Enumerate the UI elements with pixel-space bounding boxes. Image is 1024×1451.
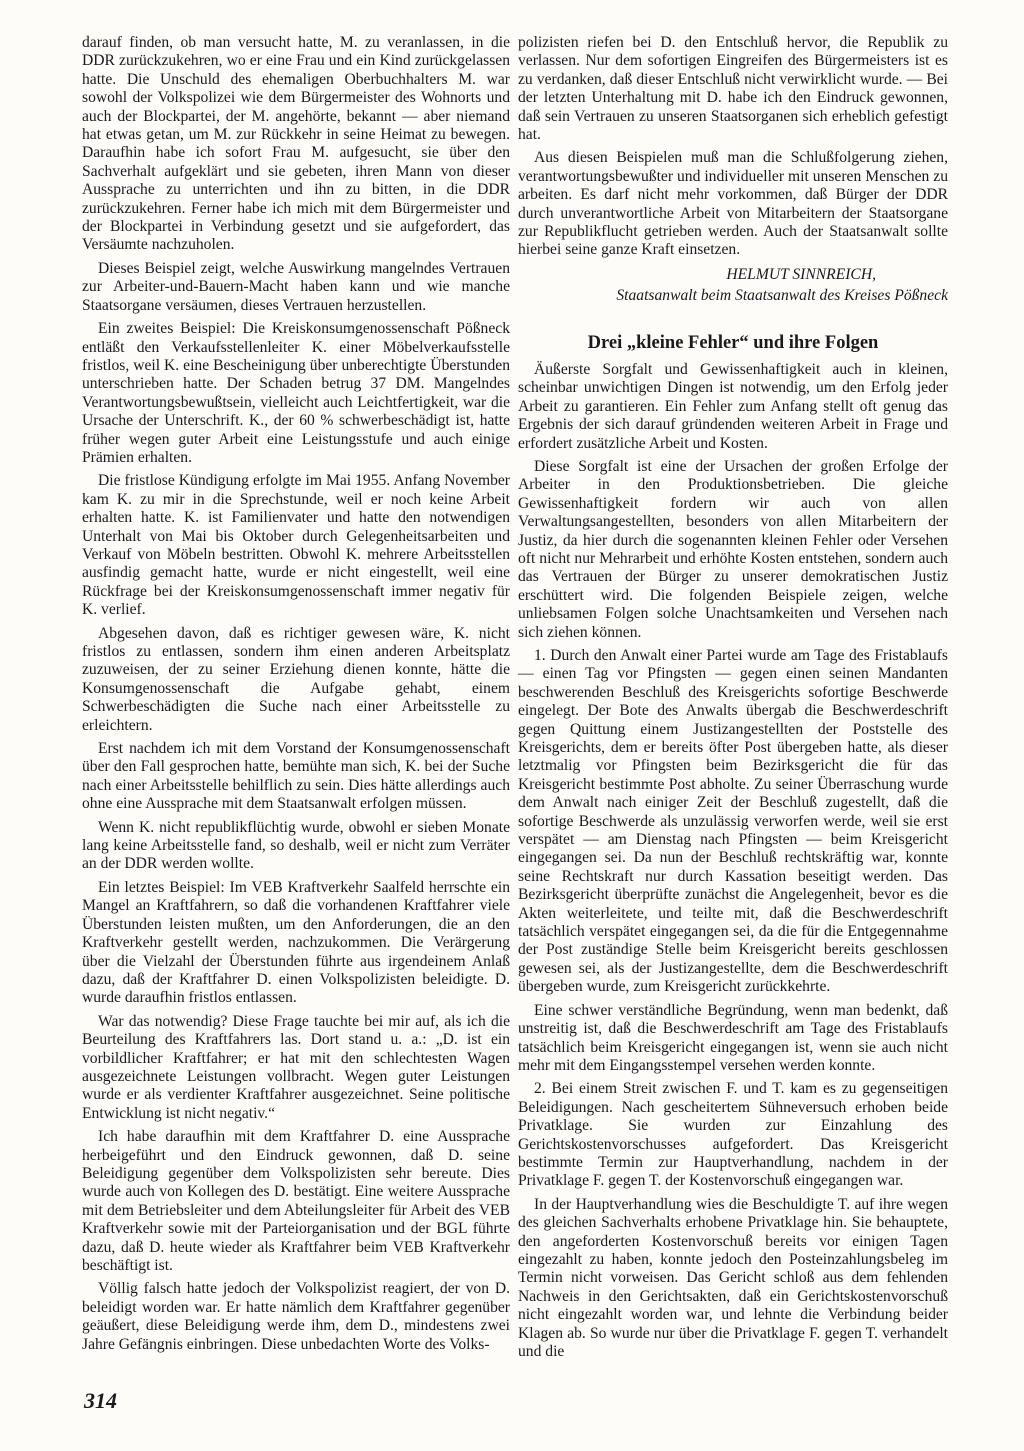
paragraph: Völlig falsch hatte jedoch der Volkspolizist reagiert, der von D. beleidigt worden war. Er hatte nämlich dem Kraftfahrer gegenüber geäußert, diese Beleidigung werde ihm, dem D., mindestens zwei Jahre Gefängnis einbringen. Diese unbedachten Worte des Volks- (82, 1280, 510, 1353)
paragraph: Aus diesen Beispielen muß man die Schlußfolgerung ziehen, verantwortungsbewußter und individueller mit unseren Menschen zu arbeiten. Es darf nicht mehr vorkommen, daß Bürger der DDR durch unverantwortliche Arbeit von Mitarbeitern der Staatsorgane zur Republikflucht getrieben werden. Auch der Staatsanwalt sollte hierbei seine ganze Kraft einsetzen. (518, 149, 948, 259)
paragraph: In der Hauptverhandlung wies die Beschuldigte T. auf ihre wegen des gleichen Sachverhalts erhobene Privatklage hin. Sie behauptete, den angeforderten Kostenvorschuß bereits vor einigen Tagen eingezahlt zu haben, konnte jedoch den Posteinzahlungsbeleg im Termin nicht vorweisen. Das Gericht schloß aus dem fehlenden Nachweis in den Gerichtsakten, daß ein Gerichtskostenvorschuß nicht eingezahlt worden war, und lehnte die Verbindung beider Klagen ab. So wurde nur über die Privatklage F. gegen T. verhandelt und die (518, 1195, 948, 1360)
paragraph: Abgesehen davon, daß es richtiger gewesen wäre, K. nicht fristlos zu entlassen, sondern ihm einen anderen Arbeitsplatz zuzuweisen, der zu seiner Erziehung dienen konnte, hätte die Konsumgenossenschaft die Aufgabe gehabt, einem Schwerbeschädigten die Suche nach einer Arbeitsstelle zu erleichtern. (82, 624, 510, 734)
left-column (82, 34, 510, 1359)
paragraph: Ein zweites Beispiel: Die Kreiskonsumgenossenschaft Pößneck entläßt den Verkaufsstellenleiter K. einer Möbelverkaufsstelle fristlos, weil K. eine Bescheinigung über unberechtigte Überstunden unterschrieben hatte. Der Schaden betrug 37 DM. Mangelndes Verantwortungsbewußtsein, vielleicht auch Leichtfertigkeit, war die Ursache der Unterschrift. K., der 60 % schwerbeschädigt ist, hatte früher wegen guter Arbeit eine Leistungsstufe und auch einige Prämien erhalten. (82, 320, 510, 466)
paragraph: Äußerste Sorgfalt und Gewissenhaftigkeit auch in kleinen, scheinbar unwichtigen Dingen ist notwendig, um den Erfolg jeder Arbeit zu garantieren. Ein Fehler zum Anfang stellt oft genug das Ergebnis der sich darauf gründenden weiteren Arbeit in Frage und erfordert zusätzliche Arbeit und Kosten. (518, 360, 948, 452)
paragraph: Eine schwer verständliche Begründung, wenn man bedenkt, daß unstreitig ist, daß die Beschwerdeschrift am Tage des Fristablaufs tatsächlich beim Kreisgericht eingegangen ist, wenn sie auch nicht mehr mit dem Eingangsstempel versehen werden konnte. (518, 1001, 948, 1074)
paragraph: polizisten riefen bei D. den Entschluß hervor, die Republik zu verlassen. Nur dem sofortigen Eingreifen des Bürgermeisters ist es zu verdanken, daß dieser Entschluß nicht verwirklicht wurde. — Bei der letzten Unterhaltung mit D. habe ich den Eindruck gewonnen, daß sein Vertrauen zu unseren Staatsorganen sich erheblich gefestigt hat. (518, 34, 948, 144)
author-title: Staatsanwalt beim Staatsanwalt des Kreises Pößneck (616, 286, 948, 304)
paragraph: War das notwendig? Diese Frage tauchte bei mir auf, als ich die Beurteilung des Kraftfahrers las. Dort stand u. a.: „D. ist ein vorbildlicher Kraftfahrer; er hat mit den schlechtesten Wagen ausgezeichnete Leistungen vollbracht. Wegen guter Leistungen wurde er als verdienter Kraftfahrer ausgezeichnet. Seine politische Entwicklung ist nicht negativ.“ (82, 1012, 510, 1122)
paragraph: Die fristlose Kündigung erfolgte im Mai 1955. Anfang November kam K. zu mir in die Sprechstunde, weil er noch keine Arbeit erhalten hatte. K. ist Familienvater und hatte den notwendigen Unterhalt von Mai bis Oktober durch Gelegenheitsarbeiten und Verkauf von Möbeln bestritten. Obwohl K. mehrere Arbeitsstellen ausfindig gemacht hatte, wurde er nicht eingestellt, weil eine Rückfrage bei der Kreiskonsumgenossenschaft immer negativ für K. verlief. (82, 472, 510, 619)
paragraph: Ein letztes Beispiel: Im VEB Kraftverkehr Saalfeld herrschte ein Mangel an Kraftfahrern, so daß die vorhandenen Kraftfahrer viele Überstunden leisten mußten, um den Anforderungen, die an den Kraftverkehr gestellt werden, nachzukommen. Die Verärgerung über die Vielzahl der Überstunden führte aus irgendeinem Anlaß dazu, daß der Kraftfahrer D. einen Volkspolizisten beleidigte. D. wurde daraufhin fristlos entlassen. (82, 878, 510, 1007)
author-name: HELMUT SINNREICH, (726, 265, 876, 283)
right-column (518, 34, 948, 1366)
paragraph: 1. Durch den Anwalt einer Partei wurde am Tage des Fristablaufs — einen Tag vor Pfingsten — gegen einen seinen Mandanten beschwerenden Beschluß des Kreisgerichts sofortige Beschwerde eingelegt. Der Bote des Anwalts übergab die Beschwerdeschrift gegen Quittung einem Justizangestellten der Poststelle des Kreisgerichts, dem er bereits öfter Post übergeben hatte, als dieser letztmalig vor Pfingsten beim Bezirksgericht die für das Kreisgericht bestimmte Post abholte. Zu seiner Überraschung wurde dem Anwalt nach einiger Zeit der Beschluß zugestellt, daß die sofortige Beschwerde als unzulässig verworfen werde, weil sie erst verspätet — am Dienstag nach Pfingsten — beim Kreisgericht eingegangen sei. Da nun der Beschluß rechtskräftig war, konnte seine Rechtskraft nur durch Kassation beseitigt werden. Das Bezirksgericht überprüfte zunächst die Angelegenheit, bevor es die Akten weiterleitete, und teilte mit, daß die Beschwerdeschrift tatsächlich verspätet eingegangen sei, da die für die Entgegennahme der Post zuständige Stelle beim Kreisgericht bereits geschlossen gewesen sei, als der Justizangestellte, dem die Beschwerdeschrift übergeben wurde, zum Kreisgericht zurückkehrte. (518, 646, 948, 996)
paragraph: Ich habe daraufhin mit dem Kraftfahrer D. eine Aussprache herbeigeführt und den Eindruck gewonnen, daß D. seine Beleidigung gegenüber dem Volkspolizisten sehr bereute. Dies wurde auch von Kollegen des D. bestätigt. Eine weitere Aussprache mit dem Betriebsleiter und dem Abteilungsleiter für Arbeit des VEB Kraftverkehr sowie mit der Parteiorganisation und der BGL führte dazu, daß D. heute wieder als Kraftfahrer beim VEB Kraftverkehr beschäftigt ist. (82, 1128, 510, 1274)
paragraph: 2. Bei einem Streit zwischen F. und T. kam es zu gegenseitigen Beleidigungen. Nach gescheitertem Sühneversuch erhoben beide Privatklage. Sie wurden zur Einzahlung des Gerichtskostenvorschusses aufgefordert. Das Kreisgericht bestimmte Termin zur Hauptverhandlung, nachdem in der Privatklage F. gegen T. der Kostenvorschuß eingegangen war. (518, 1080, 948, 1190)
paragraph: darauf finden, ob man versucht hatte, M. zu veranlassen, in die DDR zurückzukehren, wo er eine Frau und ein Kind zurückgelassen hatte. Die Unschuld des ehemaligen Oberbuchhalters M. war sowohl der Volkspolizei wie dem Bürgermeister des Wohnorts und auch der Blockpartei, der M. angehörte, bekannt — aber niemand hat etwas getan, um M. zur Rückkehr in seine Heimat zu bewegen. Daraufhin habe ich sofort Frau M. aufgesucht, sie über den Sachverhalt aufgeklärt und sie gebeten, ihren Mann von dieser Aussprache zu unterrichten und ihn zu bitten, in die DDR zurückzukehren. Ferner habe ich mich mit dem Bürgermeister und der Blockpartei in Verbindung gesetzt und sie aufgefordert, das Versäumte nachzuholen. (82, 34, 510, 254)
paragraph: Wenn K. nicht republikflüchtig wurde, obwohl er sieben Monate lang keine Arbeitsstelle fand, so deshalb, weil er nicht zum Verräter an der DDR werden wollte. (82, 818, 510, 873)
article-heading: Drei „kleine Fehler“ und ihre Folgen (587, 332, 879, 353)
paragraph: Erst nachdem ich mit dem Vorstand der Konsumgenossenschaft über den Fall gesprochen hatte, bemühte man sich, K. bei der Suche nach einer Arbeitsstelle behilflich zu sein. Dies hätte allerdings auch ohne eine Aussprache mit dem Staatsanwalt erfolgen müssen. (82, 740, 510, 813)
paragraph: Diese Sorgfalt ist eine der Ursachen der großen Erfolge der Arbeiter in den Produktionsbetrieben. Die gleiche Gewissenhaftigkeit fordern wir auch von allen Verwaltungsangestellten, besonders von allen Mitarbeitern der Justiz, da hier durch die sogenannten kleinen Fehler oder Versehen oft nicht nur Mehrarbeit und erhöhte Kosten entstehen, sondern auch das Vertrauen der Bürger zu unserer demokratischen Justiz erschüttert wird. Die folgenden Beispiele zeigen, welche unliebsamen Folgen solche Unachtsamkeiten und Versehen nach sich ziehen können. (518, 457, 948, 641)
paragraph: Dieses Beispiel zeigt, welche Auswirkung mangelndes Vertrauen zur Arbeiter-und-Bauern-Macht haben kann und wie manche Staatsorgane versäumen, dieses Vertrauen herzustellen. (82, 259, 510, 314)
author-signature (518, 265, 948, 305)
page-number: 314 (84, 1388, 117, 1413)
